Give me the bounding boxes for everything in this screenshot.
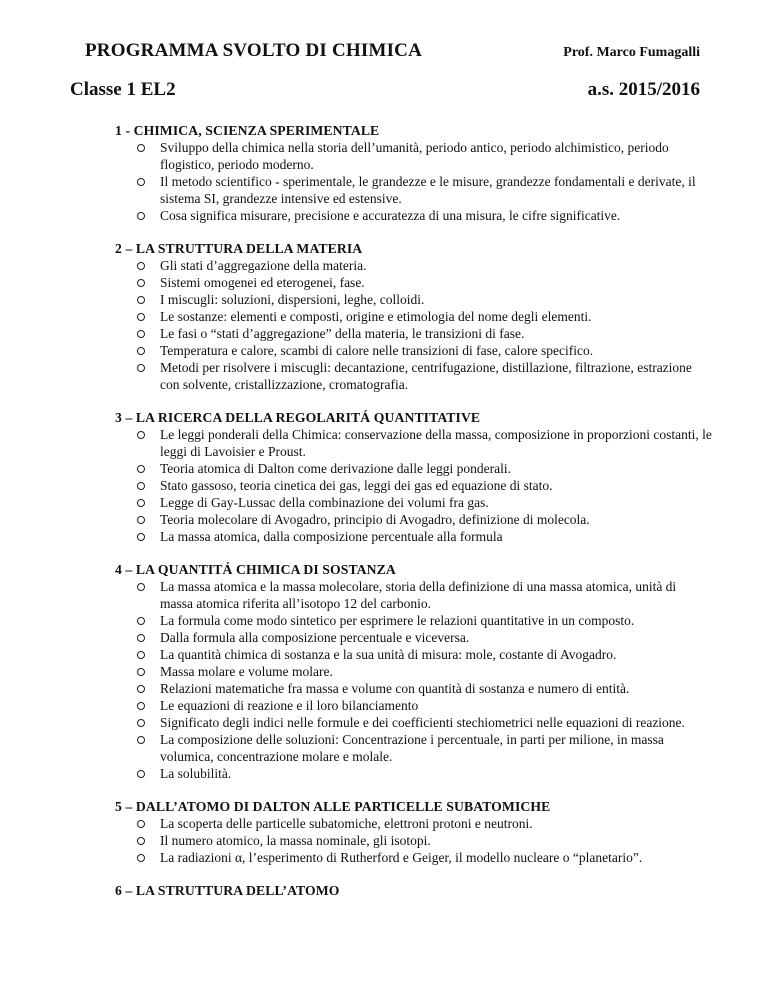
topic-text: Teoria molecolare di Avogadro, principio di Avogadro, definizione di molecola. [160,512,590,527]
circle-bullet-icon [137,668,145,676]
topic-item [115,139,712,173]
topic-text: La scoperta delle particelle subatomiche, elettroni protoni e neutroni. [160,816,533,831]
topic-list [115,139,712,224]
course-section [115,882,712,899]
topic-text: Cosa significa misurare, precisione e accuratezza di una misura, le cifre significative. [160,208,621,223]
circle-bullet-icon [137,533,145,541]
topic-text: Il metodo scientifico - sperimentale, le grandezze e le misure, grandezze fondamentali e derivate, il sistema SI, grandezze intensive ed estensive. [160,174,696,206]
topic-item [115,832,712,849]
topic-text: Teoria atomica di Dalton come derivazione dalle leggi ponderali. [160,461,512,476]
header-class-row [70,79,700,101]
circle-bullet-icon [137,296,145,304]
school-year: a.s. 2015/2016 [587,79,700,100]
topic-list [115,578,712,782]
circle-bullet-icon [137,313,145,321]
circle-bullet-icon [137,516,145,524]
topic-text: La radiazioni α, l’esperimento di Rutherford e Geiger, il modello nucleare o “planetario”. [160,850,643,865]
topic-text: La composizione delle soluzioni: Concentrazione i percentuale, in parti per milione, in massa volumica, concentrazione molare e molale. [160,732,664,764]
course-section [115,122,712,224]
topic-item [115,578,712,612]
section-heading: 4 – LA QUANTITÁ CHIMICA DI SOSTANZA [115,562,396,577]
circle-bullet-icon [137,431,145,439]
circle-bullet-icon [137,651,145,659]
course-section [115,798,712,866]
topic-item [115,359,712,393]
topic-text: Le sostanze: elementi e composti, origine e etimologia del nome degli elementi. [160,309,592,324]
circle-bullet-icon [137,144,145,152]
professor-name: Prof. Marco Fumagalli [563,45,700,60]
topic-text: Gli stati d’aggregazione della materia. [160,258,367,273]
topic-item [115,477,712,494]
topic-text: Stato gassoso, teoria cinetica dei gas, leggi dei gas ed equazione di stato. [160,478,553,493]
topic-text: Legge di Gay-Lussac della combinazione dei volumi fra gas. [160,495,489,510]
topic-item [115,612,712,629]
section-heading: 5 – DALL’ATOMO DI DALTON ALLE PARTICELLE SUBATOMICHE [115,799,551,814]
topic-text: I miscugli: soluzioni, dispersioni, leghe, colloidi. [160,292,425,307]
circle-bullet-icon [137,499,145,507]
topic-text: Sviluppo della chimica nella storia dell’umanità, periodo antico, periodo alchimistico, periodo flogistico, periodo moderno. [160,140,669,172]
circle-bullet-icon [137,583,145,591]
topic-item [115,308,712,325]
topic-text: Sistemi omogenei ed eterogenei, fase. [160,275,365,290]
topic-item [115,325,712,342]
course-program-content [0,122,768,899]
topic-text: Relazioni matematiche fra massa e volume con quantità di sostanza e numero di entità. [160,681,630,696]
circle-bullet-icon [137,837,145,845]
circle-bullet-icon [137,178,145,186]
topic-item [115,511,712,528]
topic-text: La quantità chimica di sostanza e la sua unità di misura: mole, costante di Avogadro. [160,647,617,662]
topic-item [115,207,712,224]
topic-text: Le equazioni di reazione e il loro bilanciamento [160,698,419,713]
topic-item [115,680,712,697]
circle-bullet-icon [137,482,145,490]
circle-bullet-icon [137,330,145,338]
circle-bullet-icon [137,364,145,372]
topic-item [115,460,712,477]
section-heading: 1 - CHIMICA, SCIENZA SPERIMENTALE [115,123,380,138]
topic-list [115,426,712,545]
topic-text: Temperatura e calore, scambi di calore nelle transizioni di fase, calore specifico. [160,343,594,358]
section-heading: 3 – LA RICERCA DELLA REGOLARITÁ QUANTITATIVE [115,410,481,425]
topic-text: La massa atomica e la massa molecolare, storia della definizione di una massa atomica, unità di massa atomica riferita all’isotopo 12 del carbonio. [160,579,677,611]
circle-bullet-icon [137,702,145,710]
circle-bullet-icon [137,736,145,744]
course-section [115,561,712,782]
topic-item [115,765,712,782]
document-header [0,40,768,101]
circle-bullet-icon [137,617,145,625]
topic-text: Massa molare e volume molare. [160,664,333,679]
topic-item [115,426,712,460]
topic-text: La massa atomica, dalla composizione percentuale alla formula [160,529,503,544]
topic-item [115,731,712,765]
circle-bullet-icon [137,854,145,862]
topic-item [115,257,712,274]
course-section [115,409,712,545]
topic-text: Le leggi ponderali della Chimica: conservazione della massa, composizione in proporzioni costanti, le leggi di Lavoisier e Proust. [160,427,712,459]
topic-text: Le fasi o “stati d’aggregazione” della materia, le transizioni di fase. [160,326,525,341]
circle-bullet-icon [137,685,145,693]
circle-bullet-icon [137,634,145,642]
topic-item [115,815,712,832]
topic-item [115,849,712,866]
topic-item [115,342,712,359]
circle-bullet-icon [137,212,145,220]
section-heading: 6 – LA STRUTTURA DELL’ATOMO [115,883,340,898]
circle-bullet-icon [137,820,145,828]
circle-bullet-icon [137,262,145,270]
topic-text: Il numero atomico, la massa nominale, gli isotopi. [160,833,431,848]
topic-item [115,528,712,545]
class-name: Classe 1 EL2 [70,79,176,100]
topic-item [115,274,712,291]
circle-bullet-icon [137,719,145,727]
topic-text: Dalla formula alla composizione percentuale e viceversa. [160,630,470,645]
topic-item [115,663,712,680]
circle-bullet-icon [137,279,145,287]
circle-bullet-icon [137,770,145,778]
header-title-row [70,40,700,62]
topic-text: La solubilità. [160,766,232,781]
topic-item [115,697,712,714]
topic-item [115,629,712,646]
topic-item [115,646,712,663]
circle-bullet-icon [137,465,145,473]
topic-list [115,815,712,866]
topic-text: La formula come modo sintetico per esprimere le relazioni quantitative in un composto. [160,613,635,628]
topic-text: Metodi per risolvere i miscugli: decantazione, centrifugazione, distillazione, filtrazione, estrazione con solvente, cristallizzazione, cromatografia. [160,360,692,392]
topic-list [115,257,712,393]
topic-item [115,714,712,731]
section-heading: 2 – LA STRUTTURA DELLA MATERIA [115,241,363,256]
topic-item [115,291,712,308]
topic-item [115,494,712,511]
topic-text: Significato degli indici nelle formule e dei coefficienti stechiometrici nelle equazioni di reazione. [160,715,685,730]
topic-item [115,173,712,207]
page-title: PROGRAMMA SVOLTO DI CHIMICA [85,40,423,61]
course-section [115,240,712,393]
circle-bullet-icon [137,347,145,355]
